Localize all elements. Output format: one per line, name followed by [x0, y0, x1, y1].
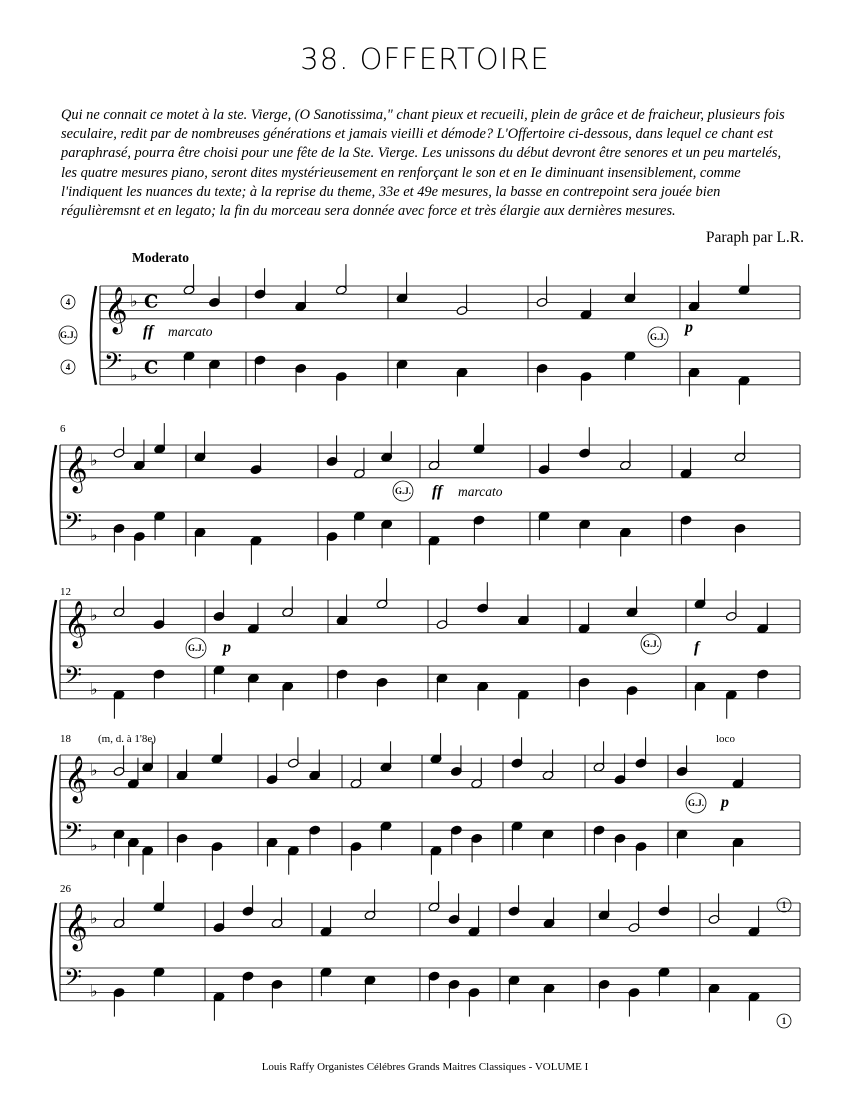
- brace: [51, 445, 56, 545]
- intro-paragraph: Qui ne connait ce motet à la ste. Vierge, (O Sanotissima," chant pieux et recueili, plein de grâce et de fraicheur, plusieurs fois seculaire, redit par de nombreuses générations et jamais vieilli et démode? L'Offertoire ci-dessous, dans lequel ce chant est paraphrasé, pourra être choisi pour une fête de la Ste. Vierge. Les unissons du début devront être senores et un peu martelés, les quatre mesures piano, seront dites mystérieusement en renforçant le son et en Ie diminuant insensiblement, comme l'indiquent les nuances du texte; à la reprise du theme, 33e et 49e mesures, la basse en contrepoint sera jouée bien régulièremsnt et en legato; la fin du morceau sera donnée avec force et très élargie aux dernières mesures.: [61, 107, 785, 220]
- manual-label-bottom: 4: [65, 362, 71, 372]
- brace: [51, 600, 56, 699]
- bass-clef: 𝄢: [64, 661, 83, 695]
- tempo-marking: Moderato: [132, 250, 189, 265]
- brace: [51, 903, 56, 1001]
- measure-number-6: 6: [60, 423, 66, 435]
- dynamic-ff-1: ff: [143, 323, 154, 340]
- score-systems: [51, 264, 800, 1021]
- dynamic-p-3: p: [721, 794, 729, 811]
- treble-clef: 𝄞: [64, 600, 88, 647]
- svg-text:G.J.: G.J.: [642, 639, 660, 649]
- treble-clef: 𝄞: [64, 445, 88, 492]
- svg-text:G.J.: G.J.: [687, 798, 705, 808]
- key-signature-flat: ♭: [90, 835, 98, 855]
- key-signature-flat: ♭: [130, 291, 138, 311]
- dynamic-f: f: [694, 639, 700, 656]
- bass-clef: 𝄢: [64, 817, 83, 851]
- dynamic-p-2: p: [223, 639, 231, 656]
- dynamic-ff-2: ff: [432, 483, 443, 500]
- svg-text:1: 1: [781, 1016, 787, 1026]
- key-signature-flat: ♭: [90, 450, 98, 470]
- loco-marking: loco: [716, 733, 735, 745]
- gj-mark: [186, 638, 206, 658]
- page-footer: Louis Raffy Organistes Célébres Grands Maitres Classiques - VOLUME I: [261, 1061, 589, 1073]
- manual-label-top: 4: [65, 297, 71, 307]
- final-circle-bottom: [777, 1014, 791, 1028]
- key-signature-flat: ♭: [90, 525, 98, 545]
- final-circle-top: [777, 898, 791, 912]
- treble-clef: 𝄞: [104, 286, 128, 333]
- treble-clef: 𝄞: [64, 755, 88, 802]
- key-signature-flat: ♭: [90, 981, 98, 1001]
- svg-text:1: 1: [781, 900, 787, 910]
- page-title: 38. OFFERTOIRE: [300, 42, 550, 76]
- key-signature-flat: ♭: [130, 365, 138, 385]
- treble-clef: 𝄞: [64, 903, 88, 950]
- brace: [91, 286, 96, 385]
- manual-label-mid: G.J.: [59, 330, 77, 340]
- measure-number-26: 26: [60, 883, 71, 895]
- measure-number-18: 18: [60, 733, 71, 745]
- gj-mark: [393, 481, 413, 501]
- attribution: Paraph par L.R.: [705, 229, 804, 246]
- key-signature-flat: ♭: [90, 679, 98, 699]
- dynamic-p-1: p: [685, 319, 693, 336]
- key-signature-flat: ♭: [90, 760, 98, 780]
- gj-mark: [686, 793, 706, 813]
- svg-text:G.J.: G.J.: [649, 332, 667, 342]
- bass-clef: 𝄢: [64, 507, 83, 541]
- bass-clef: 𝄢: [104, 347, 123, 381]
- time-signature: C: [144, 291, 159, 313]
- marcato-1: marcato: [168, 324, 213, 339]
- gj-mark: [648, 327, 668, 347]
- gj-mark: [641, 634, 661, 654]
- ottava-note: (m, d. à 1'8e): [98, 733, 156, 745]
- bass-clef: 𝄢: [64, 963, 83, 997]
- key-signature-flat: ♭: [90, 605, 98, 625]
- svg-text:G.J.: G.J.: [394, 486, 412, 496]
- brace: [51, 755, 56, 855]
- svg-text:G.J.: G.J.: [187, 643, 205, 653]
- marcato-2: marcato: [458, 484, 503, 499]
- key-signature-flat: ♭: [90, 908, 98, 928]
- time-signature: C: [144, 357, 159, 379]
- measure-number-12: 12: [60, 586, 71, 598]
